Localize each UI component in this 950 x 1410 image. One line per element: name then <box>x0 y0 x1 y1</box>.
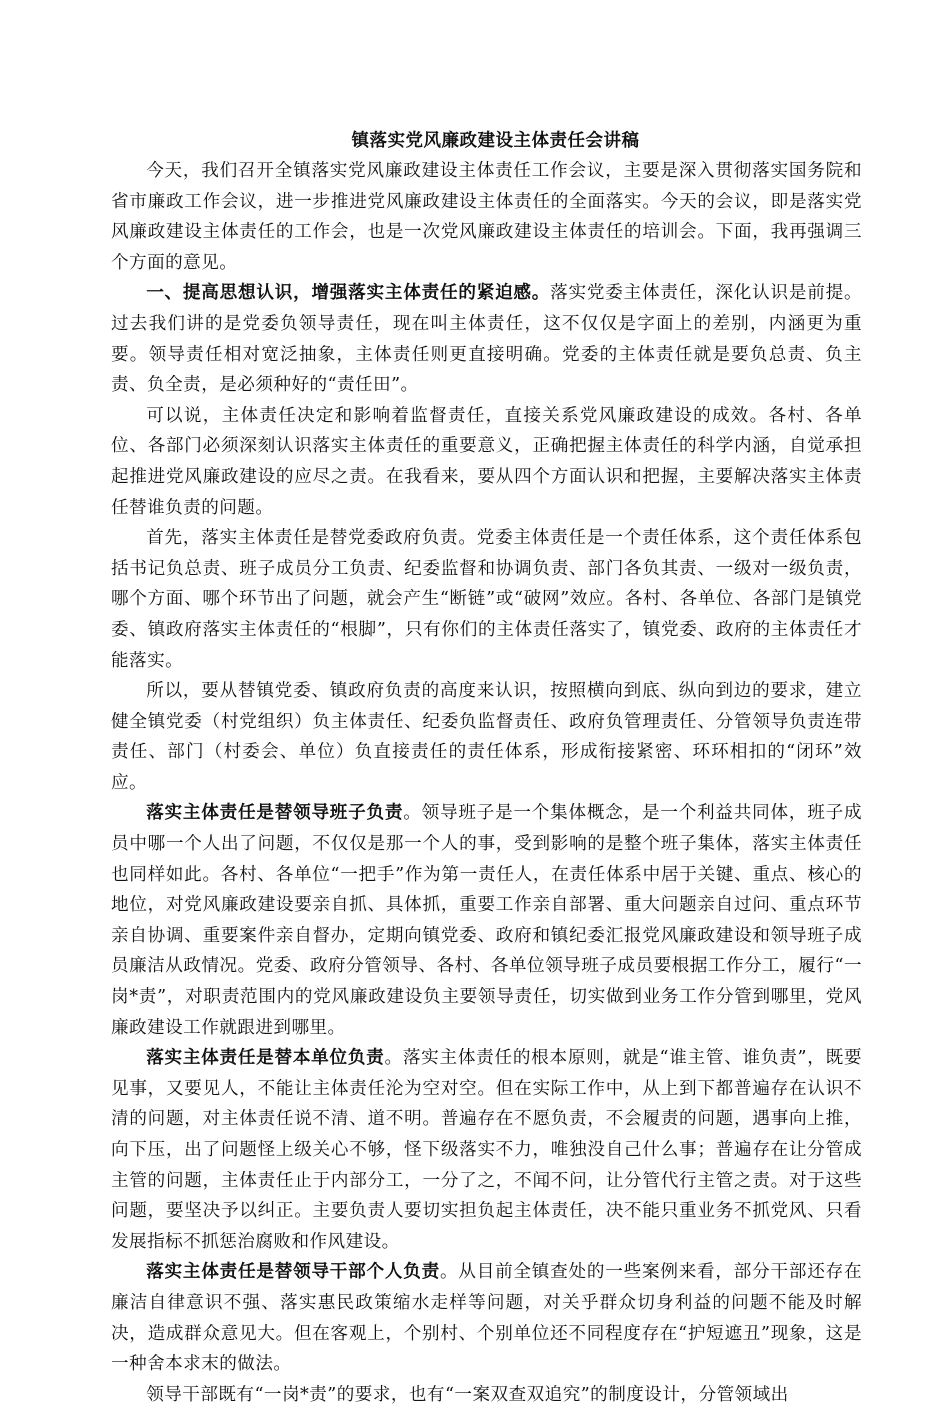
paragraph-6 <box>111 798 862 1043</box>
document-page <box>111 126 862 1410</box>
paragraph-text: 首先，落实主体责任是替党委政府负责。党委主体责任是一个责任体系，这个责任体系包括书记负总责、班子成员分工负责、纪委监督和协调负责、部门各负其责、一级对一级负责，哪个方面、哪个环节出了问题，就会产生“断链”或“破网”效应。各村、各单位、各部门是镇党委、镇政府落实主体责任的“根脚”，只有你们的主体责任落实了，镇党委、政府的主体责任才能落实。 <box>111 528 862 671</box>
paragraph-text: 所以，要从替镇党委、镇政府负责的高度来认识，按照横向到底、纵向到边的要求，建立健全镇党委（村党组织）负主体责任、纪委负监督责任、政府负管理责任、分管领导负责连带责任、部门（村委会、单位）负直接责任的责任体系，形成衔接紧密、环环相扣的“闭环”效应。 <box>111 681 862 793</box>
bold-lead: 落实主体责任是替本单位负责 <box>146 1047 385 1069</box>
document-title: 镇落实党风廉政建设主体责任会讲稿 <box>351 131 640 151</box>
paragraph-text: 落实党委主体责任，深化认识是前提。过去我们讲的是党委负领导责任，现在叫主体责任，这不仅仅是字面上的差别，内涵更为重要。领导责任相对宽泛抽象，主体责任则更直接明确。党委的主体责任就是要负总责、负主责、负全责，是必须种好的“责任田”。 <box>111 283 862 396</box>
paragraph-8 <box>111 1257 862 1379</box>
paragraph-1 <box>111 156 862 278</box>
paragraph-4 <box>111 523 862 676</box>
paragraph-text: 。领导班子是一个集体概念，是一个利益共同体，班子成员中哪一个人出了问题，不仅仅是那一个人的事，受到影响的是整个班子集体，落实主体责任也同样如此。各村、各单位“一把手”作为第一责任人，在责任体系中居于关键、重点、核心的地位，对党风廉政建设要亲自抓、具体抓，重要工作亲自部署、重大问题亲自过问、重点环节亲自协调、重要案件亲自督办，定期向镇党委、政府和镇纪委汇报党风廉政建设和领导班子成员廉洁从政情况。党委、政府分管领导、各村、各单位领导班子成员要根据工作分工，履行“一岗*责”，对职责范围内的党风廉政建设负主要领导责任，切实做到业务工作分管到哪里，党风廉政建设工作就跟进到哪里。 <box>111 803 862 1038</box>
bold-lead: 落实主体责任是替领导干部个人负责 <box>146 1261 440 1283</box>
bold-lead: 落实主体责任是替领导班子负责 <box>146 802 404 824</box>
paragraph-2 <box>111 278 862 400</box>
paragraph-5 <box>111 676 862 798</box>
paragraph-text: 。从目前全镇查处的一些案例来看，部分干部还存在廉洁自律意识不强、落实惠民政策缩水走样等问题，对关乎群众切身利益的问题不能及时解决，造成群众意见大。但在客观上，个别村、个别单位还不同程度存在“护短遮丑”现象，这是一种舍本求末的做法。 <box>111 1262 862 1375</box>
paragraph-7 <box>111 1043 862 1257</box>
paragraph-text: 。落实主体责任的根本原则，就是“谁主管、谁负责”，既要见事，又要见人，不能让主体责任沦为空对空。但在实际工作中，从上到下都普遍存在认识不清的问题，对主体责任说不清、道不明。普遍存在不愿负责，不会履责的问题，遇事向上推，向下压，出了问题怪上级关心不够，怪下级落实不力，唯独没自己什么事；普遍存在让分管成主管的问题，主体责任止于内部分工，一分了之，不闻不问，让分管代行主管之责。对于这些问题，要坚决予以纠正。主要负责人要切实担负起主体责任，决不能只重业务不抓党风、只看发展指标不抓惩治腐败和作风建设。 <box>111 1048 862 1252</box>
paragraph-text: 领导干部既有“一岗*责”的要求，也有“一案双查双追究”的制度设计，分管领域出 <box>146 1384 789 1405</box>
paragraph-text: 今天，我们召开全镇落实党风廉政建设主体责任工作会议，主要是深入贯彻落实国务院和省市廉政工作会议，进一步推进党风廉政建设主体责任的全面落实。今天的会议，即是落实党风廉政建设主体责任的工作会，也是一次党风廉政建设主体责任的培训会。下面，我再强调三个方面的意见。 <box>111 161 862 273</box>
paragraph-3 <box>111 401 862 523</box>
paragraph-text: 可以说，主体责任决定和影响着监督责任，直接关系党风廉政建设的成效。各村、各单位、各部门必须深刻认识落实主体责任的重要意义，正确把握主体责任的科学内涵，自觉承担起推进党风廉政建设的应尽之责。在我看来，要从四个方面认识和把握，主要解决落实主体责任替谁负责的问题。 <box>111 405 862 518</box>
paragraph-9 <box>111 1380 862 1410</box>
section-heading: 一、提高思想认识，增强落实主体责任的紧迫感。 <box>146 282 551 304</box>
